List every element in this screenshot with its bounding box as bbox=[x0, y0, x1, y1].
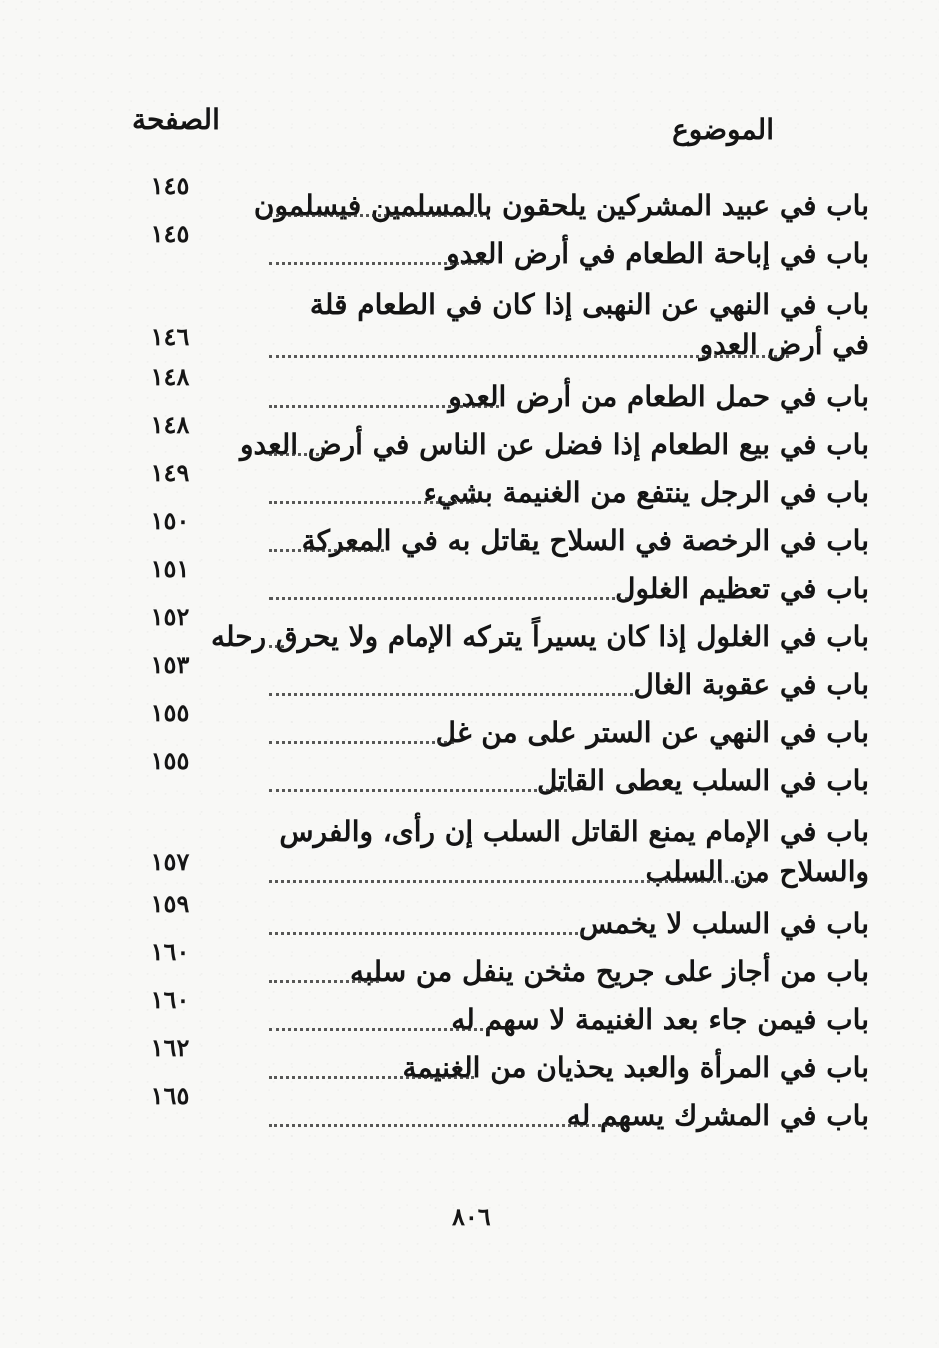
leader-dots bbox=[269, 723, 454, 744]
entry-title: باب في عقوبة الغال bbox=[633, 668, 869, 702]
leader-dots bbox=[269, 483, 474, 504]
toc-entry bbox=[124, 276, 869, 366]
entry-page-number: ١٤٦ bbox=[150, 322, 190, 351]
entry-title: باب في النهي عن الستر على من غل bbox=[435, 716, 869, 750]
entry-page-number: ١٥٢ bbox=[150, 602, 190, 631]
toc-entry bbox=[124, 650, 869, 702]
entry-title: باب في الرخصة في السلاح يقاتل به في المعركة bbox=[301, 524, 869, 558]
entry-title: باب في حمل الطعام من أرض العدو bbox=[448, 380, 869, 414]
entry-title: باب في بيع الطعام إذا فضل عن الناس في أرض العدو bbox=[240, 428, 869, 462]
toc-entry bbox=[124, 219, 869, 271]
entry-page-number: ١٥٥ bbox=[150, 698, 190, 727]
entry-title: باب في تعظيم الغلول bbox=[615, 572, 869, 606]
entry-page-number: ١٤٥ bbox=[150, 219, 190, 248]
leader-dots bbox=[269, 675, 639, 696]
leader-dots bbox=[269, 196, 489, 217]
leader-dots bbox=[269, 862, 764, 883]
entry-page-number: ١٥٧ bbox=[150, 847, 190, 876]
entry-title: باب في المشرك يسهم له bbox=[566, 1099, 869, 1133]
toc-entry bbox=[124, 362, 869, 414]
entry-page-number: ١٤٨ bbox=[150, 410, 190, 439]
toc-entry bbox=[124, 554, 869, 606]
leader-dots bbox=[269, 435, 324, 456]
leader-dots bbox=[269, 387, 499, 408]
entry-title: باب فيمن جاء بعد الغنيمة لا سهم له bbox=[451, 1003, 869, 1037]
entry-page-number: ١٤٨ bbox=[150, 362, 190, 391]
entry-page-number: ١٥١ bbox=[150, 554, 190, 583]
toc-entry bbox=[124, 1033, 869, 1085]
toc-entry bbox=[124, 506, 869, 558]
entry-page-number: ١٦٠ bbox=[150, 937, 190, 966]
leader-dots bbox=[269, 1010, 489, 1031]
entry-page-number: ١٦٥ bbox=[150, 1081, 190, 1110]
entry-title: باب في السلب يعطى القاتل bbox=[536, 764, 869, 798]
entry-title: باب في الغلول إذا كان يسيراً يتركه الإمام ولا يحرق رحله bbox=[211, 620, 869, 654]
entry-page-number: ١٥٣ bbox=[150, 650, 190, 679]
toc-entry bbox=[124, 746, 869, 798]
toc-entry bbox=[124, 937, 869, 989]
entry-title: باب في الرجل ينتفع من الغنيمة بشيء bbox=[423, 476, 869, 510]
entry-page-number: ١٦٠ bbox=[150, 985, 190, 1014]
entry-title: باب في السلب لا يخمس bbox=[578, 907, 869, 941]
entry-page-number: ١٥٥ bbox=[150, 746, 190, 775]
toc-entry bbox=[124, 889, 869, 941]
leader-dots bbox=[269, 627, 284, 648]
toc-entry bbox=[124, 602, 869, 654]
entry-page-number: ١٦٢ bbox=[150, 1033, 190, 1062]
entry-title: باب في المرأة والعبد يحذيان من الغنيمة bbox=[402, 1051, 869, 1085]
leader-dots bbox=[269, 771, 574, 792]
leader-dots bbox=[269, 244, 489, 265]
toc-entry bbox=[124, 458, 869, 510]
page-column-heading: الصفحة bbox=[132, 103, 220, 136]
leader-dots bbox=[269, 337, 789, 358]
toc-entry bbox=[124, 171, 869, 223]
toc-entry bbox=[124, 1081, 869, 1133]
entry-title: باب في عبيد المشركين يلحقون بالمسلمين فيسلمون bbox=[253, 189, 869, 223]
page-number: ٨٠٦ bbox=[452, 1202, 491, 1231]
topic-column-heading: الموضوع bbox=[672, 113, 774, 146]
entry-title: باب في الإمام يمنع القاتل السلب إن رأى، والفرس والسلاح من السلب bbox=[279, 814, 869, 889]
leader-dots bbox=[269, 531, 384, 552]
toc-entry bbox=[124, 798, 869, 893]
entry-title: باب في إباحة الطعام في أرض العدو bbox=[446, 237, 869, 271]
toc-entry bbox=[124, 698, 869, 750]
leader-dots bbox=[269, 1106, 619, 1127]
entry-page-number: ١٥٩ bbox=[150, 889, 190, 918]
entry-page-number: ١٤٥ bbox=[150, 171, 190, 200]
entry-title: باب في النهي عن النهبى إذا كان في الطعام قلة في أرض العدو bbox=[309, 287, 869, 362]
leader-dots bbox=[269, 1058, 474, 1079]
leader-dots bbox=[269, 962, 379, 983]
leader-dots bbox=[269, 579, 629, 600]
leader-dots bbox=[269, 914, 584, 935]
toc-entry bbox=[124, 410, 869, 462]
entry-page-number: ١٥٠ bbox=[150, 506, 190, 535]
entry-page-number: ١٤٩ bbox=[150, 458, 190, 487]
toc-entry bbox=[124, 985, 869, 1037]
entry-title: باب من أجاز على جريح مثخن ينفل من سلبه bbox=[349, 955, 869, 989]
